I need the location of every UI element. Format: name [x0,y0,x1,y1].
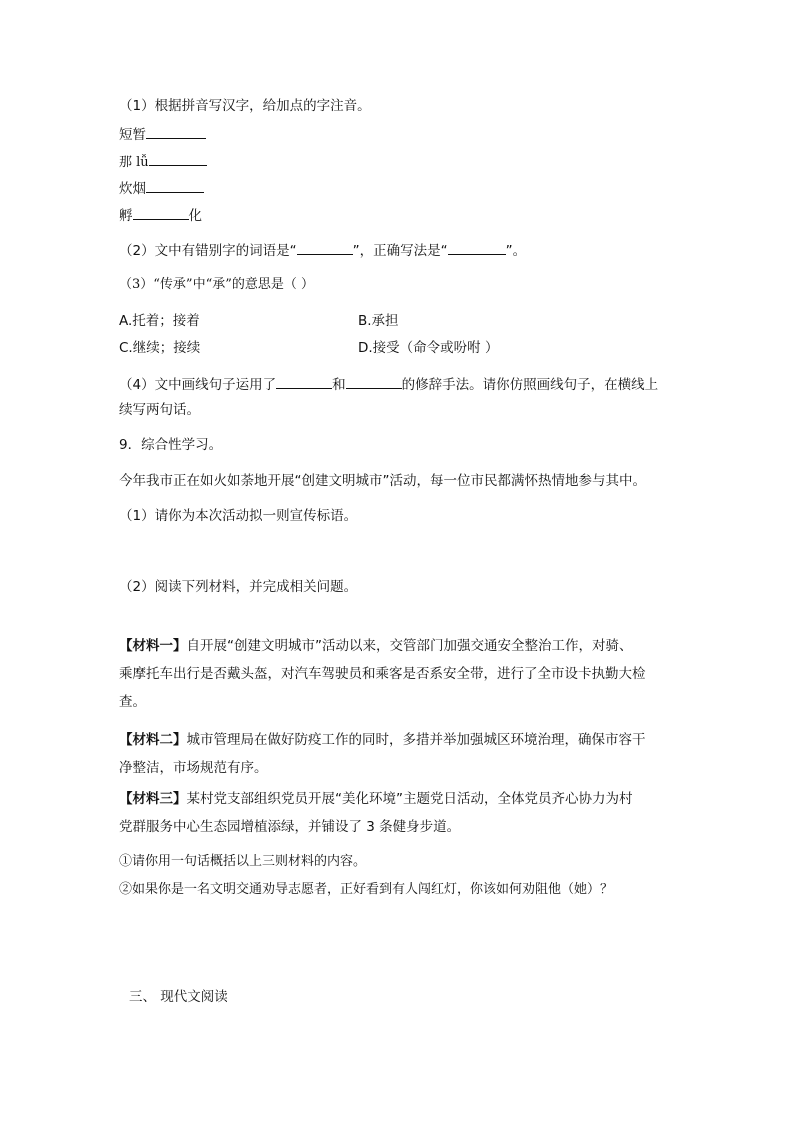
q9-subquestion-1: ①请你用一句话概括以上三则材料的内容。 [119,854,367,869]
q8-part2-text: ”，正确写法是“ [352,243,448,259]
q9-subquestion-2: ②如果你是一名文明交通劝导志愿者，正好看到有人闯红灯，你该如何劝阻他（她）？ [119,882,614,897]
answer-blank[interactable] [146,178,204,193]
q8-part2-text: （2）文中有错别字的词语是“ [119,243,297,259]
q9-title: 9．综合性学习。 [119,437,223,453]
material-text: 城市管理局在做好防疫工作的同时，多措并举加强城区环境治理，确保市容干 [186,732,646,748]
material-tag: 【材料三】 [119,791,187,807]
material-text: 某村党支部组织党员开展“美化环境”主题党日活动，全体党员齐心协力为村 [186,791,633,807]
section-three-title: 三、 现代文阅读 [129,989,228,1005]
material-text: 查。 [119,694,146,710]
q8-part2-text: ”。 [505,243,527,259]
answer-blank[interactable] [276,374,332,389]
q8-word-item [119,178,204,198]
q8-word-text: 化 [188,208,202,224]
option-c: C.继续；接续 [119,340,201,356]
q9-intro: 今年我市正在如火如荼地开展“创建文明城市”活动，每一位市民都满怀热情地参与其中。 [119,473,646,489]
material-tag: 【材料二】 [119,732,187,748]
material-text: 自开展“创建文明城市”活动以来，交管部门加强交通安全整治工作，对骑、 [186,638,633,654]
q8-part3-prompt: （3）“传承”中“承”的意思是（ ） [119,277,314,292]
answer-blank[interactable] [448,240,506,255]
q8-word-item [119,124,206,144]
q8-part4-text: 的修辞手法。请你仿照画线句子，在横线上 [401,377,659,393]
material-three [119,790,633,808]
q8-word-text: 那 lǚ [119,155,149,170]
material-text: 乘摩托车出行是否戴头盔，对汽车驾驶员和乘客是否系安全带，进行了全市设卡执勤大检 [119,666,646,682]
q8-word-text: 炊烟 [119,181,146,197]
q8-part2 [119,240,526,260]
answer-blank[interactable] [149,151,207,166]
option-a: A.托着；接着 [119,313,200,329]
q8-part4-text: （4）文中画线句子运用了 [119,377,277,393]
q8-word-item [119,205,202,225]
answer-blank[interactable] [133,205,189,220]
option-d: D.接受（命令或吩咐 ） [358,340,499,356]
q9-part1: （1）请你为本次活动拟一则宣传标语。 [119,508,358,524]
answer-blank[interactable] [146,124,206,139]
q8-word-text: 短暂 [119,127,146,143]
q8-part4 [119,374,658,394]
material-two [119,731,646,749]
answer-blank[interactable] [346,374,402,389]
material-text: 净整洁，市场规范有序。 [119,760,268,776]
material-text: 党群服务中心生态园增植添绿，并铺设了 3 条健身步道。 [119,819,461,835]
q8-word-text: 孵 [119,208,133,224]
material-tag: 【材料一】 [119,638,187,654]
answer-blank[interactable] [297,240,353,255]
q8-part4-cont: 续写两句话。 [119,402,200,418]
q8-part4-text: 和 [332,377,346,393]
q8-part1-prompt: （1）根据拼音写汉字，给加点的字注音。 [119,98,371,114]
option-b: B.承担 [358,313,399,329]
q9-part2: （2）阅读下列材料，并完成相关问题。 [119,579,358,595]
material-one [119,637,633,655]
q8-word-item [119,151,207,172]
